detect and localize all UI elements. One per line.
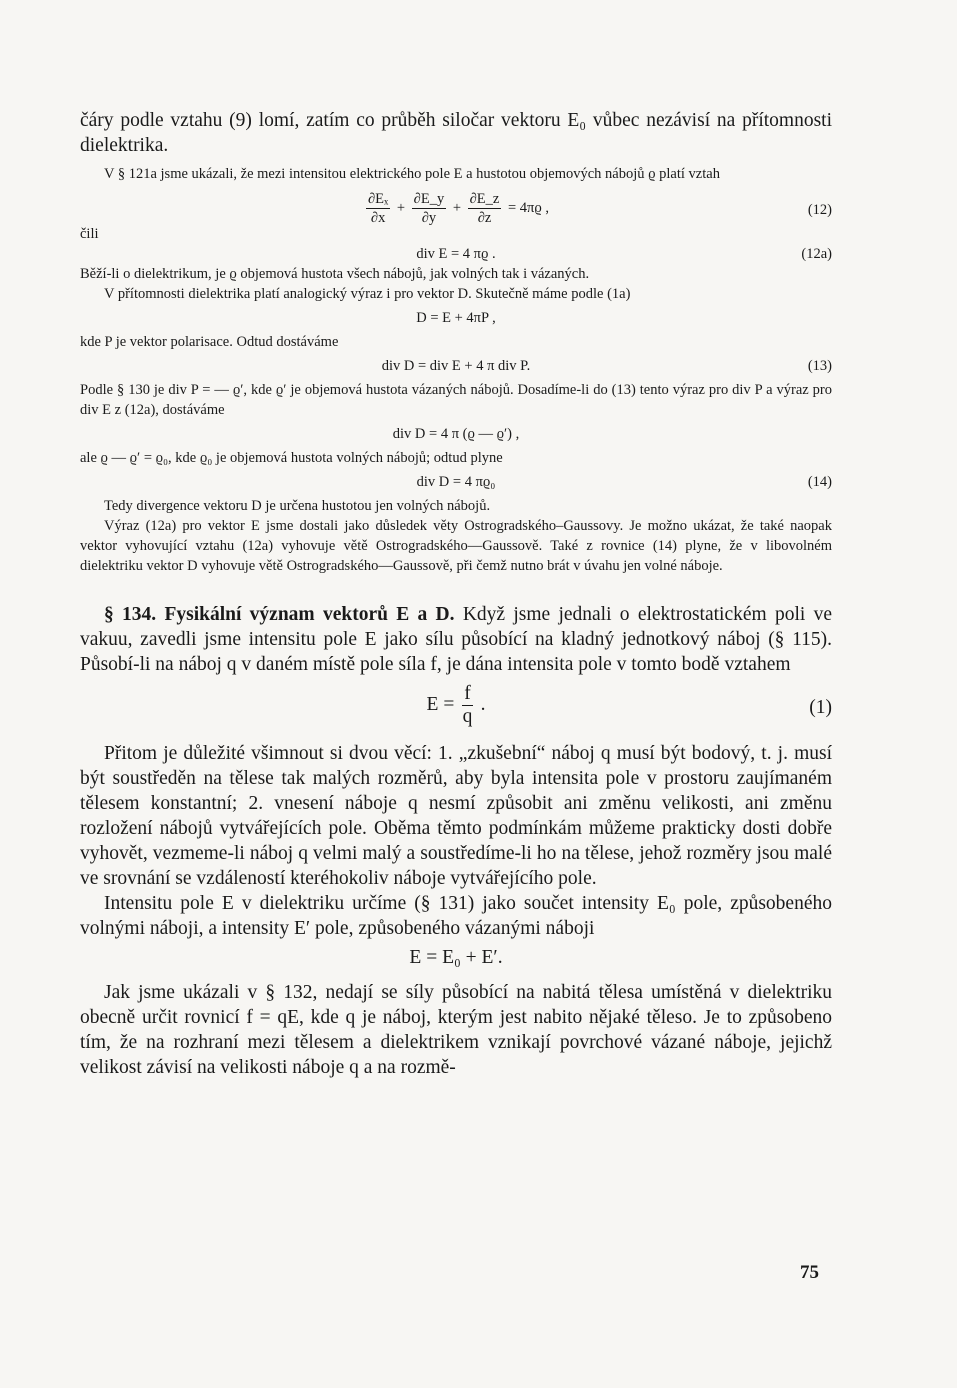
fraction-dEy: $\frac{\partial E\_y}{\partial y}$ [413, 191, 445, 226]
equation-number-1: (1) [809, 697, 832, 718]
equation-number-14: (14) [807, 474, 832, 490]
equation-sum: E = E₀ + E′. [409, 947, 503, 968]
paragraph-1: čáry podle vztahu (9) lomí, zatím co průběh siločar vektoru E₀ vůbec nezávisí na přítomnosti dielektrika. [80, 110, 832, 156]
section-heading: § 134. Fysikální význam vektorů E a D. [104, 604, 455, 625]
paragraph-6: Podle § 130 je div P = — ϱ′, kde ϱ′ je objemová hustota vázaných nábojů. Dosadíme-li do (13) tento výraz pro div P a výraz pro div E z (12a), dostáváme [80, 382, 832, 418]
fraction-dEx: $\frac{\text{∂Eₓ}}{\partial x}$ [368, 191, 389, 226]
paragraph-9: Výraz (12a) pro vektor E jsme dostali jako důsledek věty Ostrogradského–Gaussovy. Je možno ukázat, že také naopak vektor vyhovující vztahu (12a) vyhovuje větě Ostrogradského—Gaussově. Také z rovnice (14) plyne, že v libovolném dielektriku vektor D vyhovuje větě Ostrogradského—Gaussově, při čemž nutno brát v úvahu jen volné náboje. [80, 518, 832, 574]
equation-12-rhs: = 4πϱ , [507, 199, 549, 216]
word-cili: čili [80, 226, 99, 242]
paragraph-8: Tedy divergence vektoru D je určena hustotou jen volných nábojů. [104, 498, 491, 514]
equation-number-13: (13) [807, 358, 832, 374]
equation-div-D: div D = 4 π (ϱ — ϱ′) , [392, 426, 520, 442]
equation-14: div D = 4 πϱ₀ (14) [416, 474, 832, 490]
equation-13: div D = div E + 4 π div P. (13) [381, 358, 832, 374]
page-content [80, 108, 832, 1080]
page-number: 75 [800, 1262, 819, 1283]
equation-number-12: (12) [807, 202, 832, 218]
equation-12a: div E = 4 πϱ . (12a) [416, 246, 832, 262]
paragraph-10: § 134. Fysikální význam vektorů E a D. Když jsme jednali o elektrostatickém poli ve vakuu, zavedli jsme intensitu pole E jako sílu působící na kladný jednotkový náboj (§ 115). Působí-li na náboj q v daném místě pole síla f, je dána intensita pole v tomto bodě vztahem [80, 604, 833, 675]
paragraph-13: Jak jsme ukázali v § 132, nedají se síly působící na nabitá tělesa umístěná v dielektriku obecně určit rovnicí f = qE, kde q je náboj, kterým jest nabito nějaké těleso. Je to způsobeno tím, že na rozhraní mezi tělesem a dielektrikem vznikají povrchové vázané náboje, jejichž velikost závisí na velikosti náboje q a na rozmě- [80, 982, 832, 1078]
fraction-dEz: $\frac{\partial E\_z}{\partial z}$ [469, 191, 500, 226]
paragraph-3: Běží-li o dielektrikum, je ϱ objemová hustota všech nábojů, jak volných tak i vázaných. [80, 266, 590, 282]
paragraph-2: V § 121a jsme ukázali, že mezi intensitou elektrického pole E a hustotou objemových nábojů ϱ platí vztah [104, 166, 720, 182]
section-134 [80, 602, 832, 677]
paragraph-5: kde P je vektor polarisace. Odtud dostáváme [80, 334, 339, 350]
equation-1: E = $\frac{f}{q}$ . (1) [426, 683, 832, 727]
fraction-f-over-q: $\frac{f}{q}$ [462, 683, 473, 727]
equation-D: D = E + 4πP , [416, 310, 496, 326]
paragraph-7: ale ϱ — ϱ′ = ϱ₀, kde ϱ₀ je objemová hustota volných nábojů; odtud plyne [80, 450, 503, 466]
equation-number-12a: (12a) [801, 246, 832, 262]
paragraph-4: V přítomnosti dielektrika platí analogický výraz i pro vektor D. Skutečně máme podle (1a) [104, 286, 631, 302]
paragraph-12: Intensitu pole E v dielektriku určíme (§ 131) jako součet intensity E₀ pole, způsobeného volnými náboji, a intensity E′ pole, způsobeného vázanými náboji [80, 893, 832, 939]
equation-12: $\frac{\text{∂Eₓ}}{\partial x}$ + $\frac{\partial E\_y}{\partial y}$ + $\frac{\partial E\_z}{\partial z}$ = 4πϱ , (12) [368, 191, 832, 226]
paragraph-11: Přitom je důležité všimnout si dvou věcí: 1. „zkušební“ náboj q musí být bodový, t. j. musí být soustředěn na tělese tak malých rozměrů, aby byla intensita pole v prostoru zaujímaném tělesem konstantní; 2. vnesení náboje q nesmí způsobit ani změnu velikosti, ani změnu rozložení nábojů vytvářejících pole. Oběma těmto podmínkám můžeme prakticky dosti dobře vyhovět, vezmeme-li náboj q velmi malý a soustředíme-li ho na tělese, jehož rozměry jsou malé ve srovnání se vzdáleností kteréhokoliv náboje vytvářejícího pole. [80, 743, 832, 889]
